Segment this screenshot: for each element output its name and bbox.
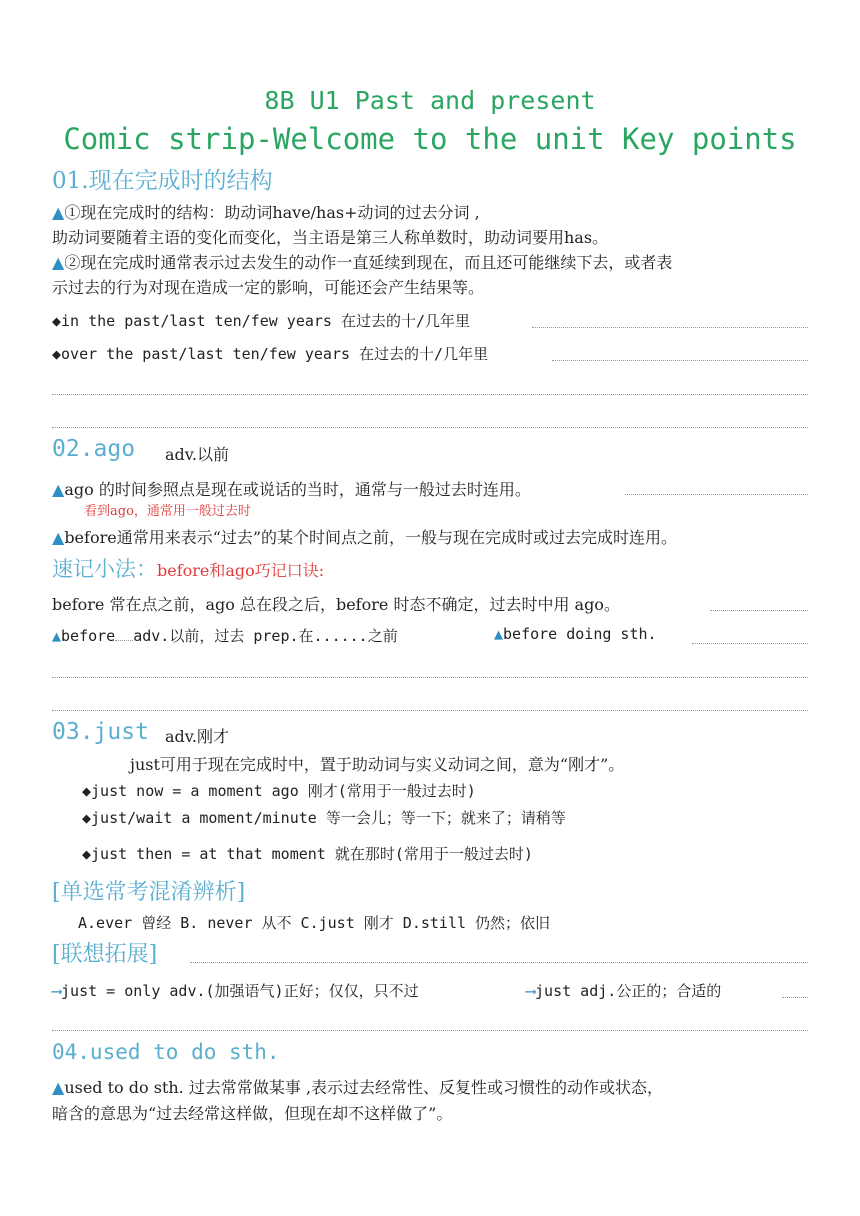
blank-line — [52, 427, 808, 428]
triangle-icon: ▲ — [52, 480, 65, 499]
blank-line — [782, 997, 808, 998]
s3-bullet1: ◆just now = a moment ago 刚才(常用于一般过去时) — [82, 782, 476, 800]
section-02-heading: 02.ago — [52, 436, 136, 462]
s1-para1b: 助动词要随着主语的变化而变化，当主语是第三人称单数时，助动词要用has。 — [52, 228, 609, 247]
blank-line — [52, 394, 808, 395]
blank-line — [190, 962, 808, 963]
arrow-right-icon: ⟶ — [526, 982, 536, 1000]
blank-line — [115, 640, 133, 641]
triangle-icon: ▲ — [52, 253, 65, 272]
s3-question-heading: [单选常考混淆辨析] — [52, 880, 246, 905]
s2-bullet1: ▲before adv.以前，过去 prep.在......之前 — [52, 627, 398, 645]
s3-ext2: ⟶just adj.公正的；合适的 — [526, 982, 722, 1000]
s3-extension-heading: [联想拓展] — [52, 942, 158, 967]
s2-para1: ▲ago 的时间参照点是现在或说话的当时，通常与一般过去时连用。 — [52, 480, 531, 499]
triangle-icon: ▲ — [494, 625, 504, 643]
blank-line — [532, 327, 808, 328]
s2-bullet2: ▲before doing sth. — [494, 625, 657, 643]
triangle-icon: ▲ — [52, 627, 62, 645]
blank-line — [710, 610, 808, 611]
s3-bullet2: ◆just/wait a moment/minute 等一会儿；等一下；就来了；请稍等 — [82, 809, 566, 827]
s3-para1: just可用于现在完成时中，置于助动词与实义动词之间，意为“刚才”。 — [130, 755, 625, 774]
s4-para1: ▲used to do sth. 过去常常做某事 ,表示过去经常性、反复性或习惯性的动作或状态， — [52, 1078, 664, 1097]
s1-para1: ▲①现在完成时的结构：助动词have/has+动词的过去分词 , — [52, 203, 480, 222]
blank-line — [625, 494, 808, 495]
blank-line — [552, 360, 808, 361]
section-01-heading: 01.现在完成时的结构 — [52, 168, 273, 194]
s3-bullet3: ◆just then = at that moment 就在那时(常用于一般过去时) — [82, 845, 533, 863]
blank-line — [52, 710, 808, 711]
s1-bullet1: ◆in the past/last ten/few years 在过去的十/几年里 — [52, 312, 471, 330]
s3-options: A.ever 曾经 B. never 从不 C.just 刚才 D.still 仍然；依旧 — [78, 914, 551, 932]
page-title-line2: Comic strip-Welcome to the unit Key points — [63, 122, 797, 156]
s1-bullet2: ◆over the past/last ten/few years 在过去的十/几年里 — [52, 345, 489, 363]
s2-pos: adv.以前 — [165, 445, 230, 464]
s2-note: 看到ago，通常用一般过去时 — [84, 504, 251, 519]
s1-para2: ▲②现在完成时通常表示过去发生的动作一直延续到现在，而且还可能继续下去，或者表 — [52, 253, 673, 272]
s2-tip-heading: 速记小法：before和ago巧记口诀: — [52, 557, 325, 581]
triangle-icon: ▲ — [52, 1078, 65, 1097]
blank-line — [52, 677, 808, 678]
s4-para1b: 暗含的意思为“过去经常这样做，但现在却不这样做了”。 — [52, 1104, 453, 1123]
page-title-line1: 8B U1 Past and present — [264, 86, 596, 115]
blank-line — [692, 643, 808, 644]
s3-pos: adv.刚才 — [165, 727, 230, 746]
section-03-heading: 03.just — [52, 719, 149, 745]
s2-para2: ▲before通常用来表示“过去”的某个时间点之前，一般与现在完成时或过去完成时连用。 — [52, 528, 678, 547]
triangle-icon: ▲ — [52, 203, 65, 222]
section-04-heading: 04.used to do sth. — [52, 1040, 280, 1064]
s1-para2b: 示过去的行为对现在造成一定的影响，可能还会产生结果等。 — [52, 278, 485, 297]
triangle-icon: ▲ — [52, 528, 65, 547]
blank-line — [52, 1030, 808, 1031]
arrow-right-icon: ⟶ — [52, 982, 62, 1000]
s3-ext1: ⟶just = only adv.(加强语气)正好；仅仅，只不过 — [52, 982, 419, 1000]
s2-tip: before 常在点之前，ago 总在段之后，before 时态不确定，过去时中用 ago。 — [52, 595, 620, 614]
